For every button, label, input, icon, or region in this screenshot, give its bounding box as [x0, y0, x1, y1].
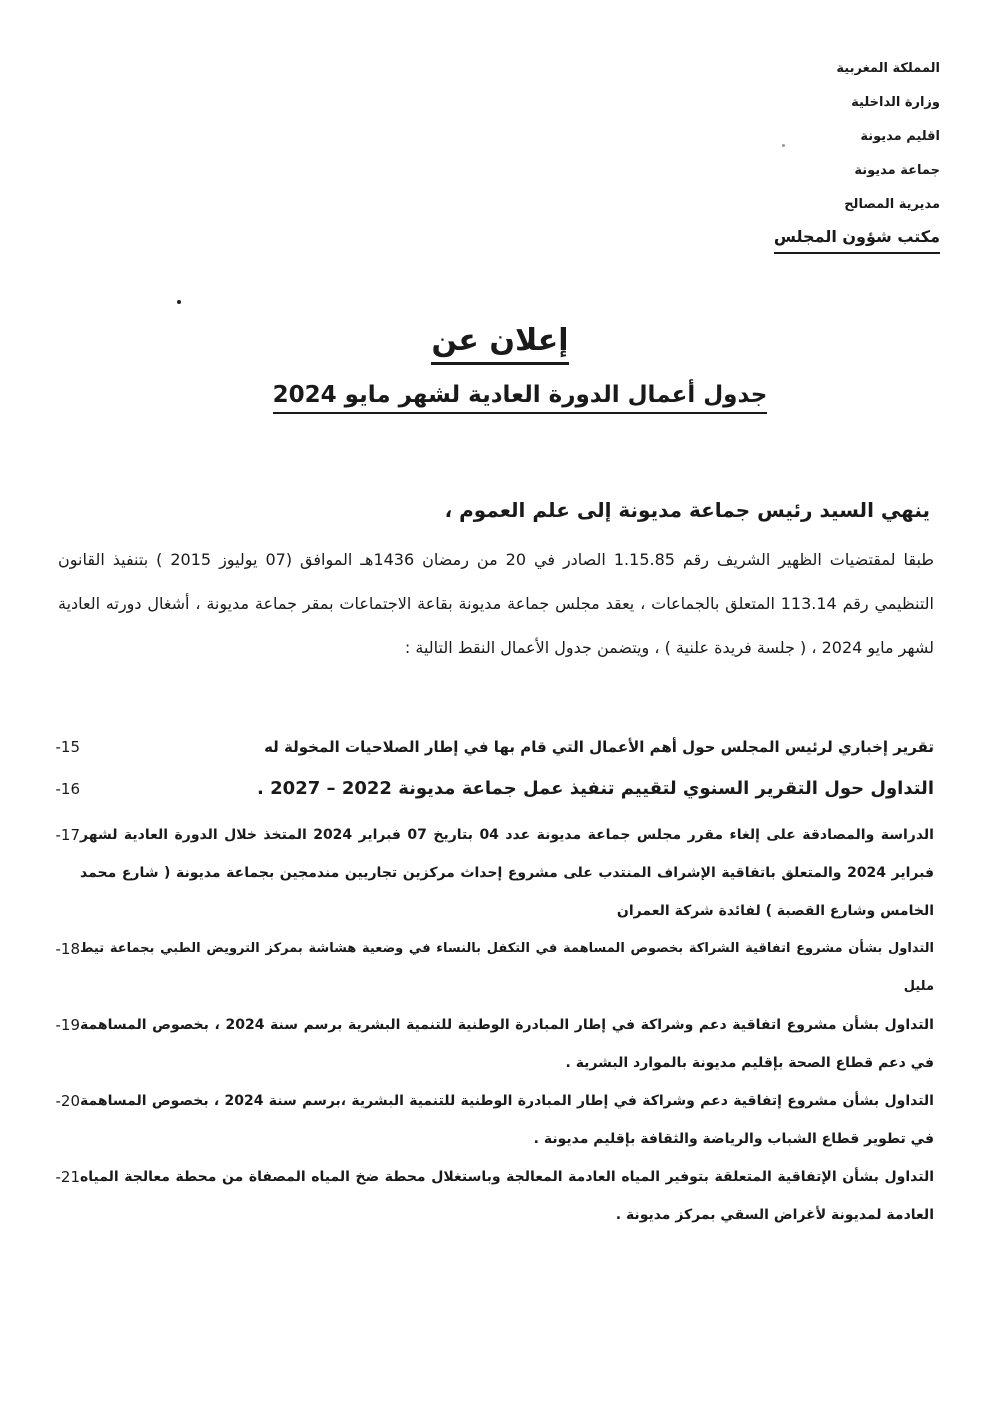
agenda-item-text: التداول بشأن الإتفاقية المتعلقة بتوفير المياه العادمة المعالجة وباستغلال محطة ضخ المياه المصفاة من محطة معالجة المياه العادمة لمديونة لأغراض السقي بمركز مديونة .: [80, 1169, 934, 1223]
agenda-item-number: 21-: [55, 1168, 80, 1186]
agenda-item-number: 19-: [55, 1016, 80, 1034]
agenda-item-text: التداول بشأن مشروع اتفاقية الشراكة بخصوص المساهمة في التكفل بالنساء في وضعية هشاشة بمركز الترويض الطبي بجماعة تيط مليل: [80, 941, 934, 994]
agenda-item-text: تقرير إخباري لرئيس المجلس حول أهم الأعمال التي قام بها في إطار الصلاحيات المخولة له: [264, 738, 934, 756]
agenda-item-number: 20-: [55, 1092, 80, 1110]
agenda-item: [40, 770, 934, 808]
agenda-item-text: التداول حول التقرير السنوي لتقييم تنفيذ عمل جماعة مديونة 2022 – 2027 .: [257, 778, 934, 799]
agenda-list: [40, 728, 934, 1234]
agenda-item-text: التداول بشأن مشروع إتفاقية دعم وشراكة في إطار المبادرة الوطنية للتنمية البشرية ،برسم سنة 2024 ، بخصوص المساهمة في تطوير قطاع الشباب والرياضة والثقافة بإقليم مديونة .: [80, 1093, 934, 1147]
announcement-line: ينهي السيد رئيس جماعة مديونة إلى علم العموم ،: [444, 498, 930, 522]
kingdom-label: المملكة المغربية: [836, 61, 940, 76]
agenda-item: [40, 816, 934, 930]
agenda-item: [40, 1006, 934, 1082]
announcement-title: إعلان عن: [431, 322, 568, 365]
commune-label: جماعة مديونة: [854, 163, 940, 178]
agenda-item-number: 15-: [55, 738, 80, 756]
agenda-item: [40, 1158, 934, 1234]
intro-paragraph: طبقا لمقتضيات الظهير الشريف رقم 1.15.85 الصادر في 20 من رمضان 1436هـ الموافق (07 يوليوز 2015 ) بتنفيذ القانون التنظيمي رقم 113.14 المتعلق بالجماعات ، يعقد مجلس جماعة مديونة بقاعة الاجتماعات بمقر جماعة مديونة ، أشغال دورته العادية لشهر مايو 2024 ، ( جلسة فريدة علنية ) ، ويتضمن جدول الأعمال النقط التالية :: [58, 550, 935, 657]
agenda-item: [40, 728, 934, 766]
agenda-item: [40, 1082, 934, 1158]
letterhead: [720, 52, 940, 254]
agenda-item-number: 16-: [55, 780, 80, 798]
agenda-item: [40, 930, 934, 1006]
agenda-item-number: 18-: [55, 940, 80, 958]
agenda-item-text: الدراسة والمصادقة على إلغاء مقرر مجلس جماعة مديونة عدد 04 بتاريخ 07 فبراير 2024 المتخذ خلال الدورة العادية لشهر فبراير 2024 والمتعلق باتفاقية الإشراف المنتدب على مشروع إحداث مركزين تجاريين مندمجين بجماعة مديونة ( شارع محمد الخامس وشارع القصبة ) لفائدة شركة العمران: [80, 827, 934, 919]
province-label: اقليم مديونة: [860, 129, 940, 144]
scan-speck: [177, 300, 181, 304]
agenda-subtitle: جدول أعمال الدورة العادية لشهر مايو 2024: [273, 378, 768, 414]
scan-speck: [782, 144, 785, 147]
directorate-label: مديرية المصالح: [844, 197, 940, 212]
announcement-title-wrap: [0, 322, 1000, 365]
ministry-label: وزارة الداخلية: [851, 95, 940, 110]
agenda-item-number: 17-: [55, 826, 80, 844]
office-label: مكتب شؤون المجلس: [774, 224, 940, 254]
agenda-subtitle-wrap: [0, 378, 1000, 414]
agenda-item-text: التداول بشأن مشروع اتفاقية دعم وشراكة في إطار المبادرة الوطنية للتنمية البشرية برسم سنة 2024 ، بخصوص المساهمة في دعم قطاع الصحة بإقليم مديونة بالموارد البشرية .: [80, 1017, 934, 1071]
